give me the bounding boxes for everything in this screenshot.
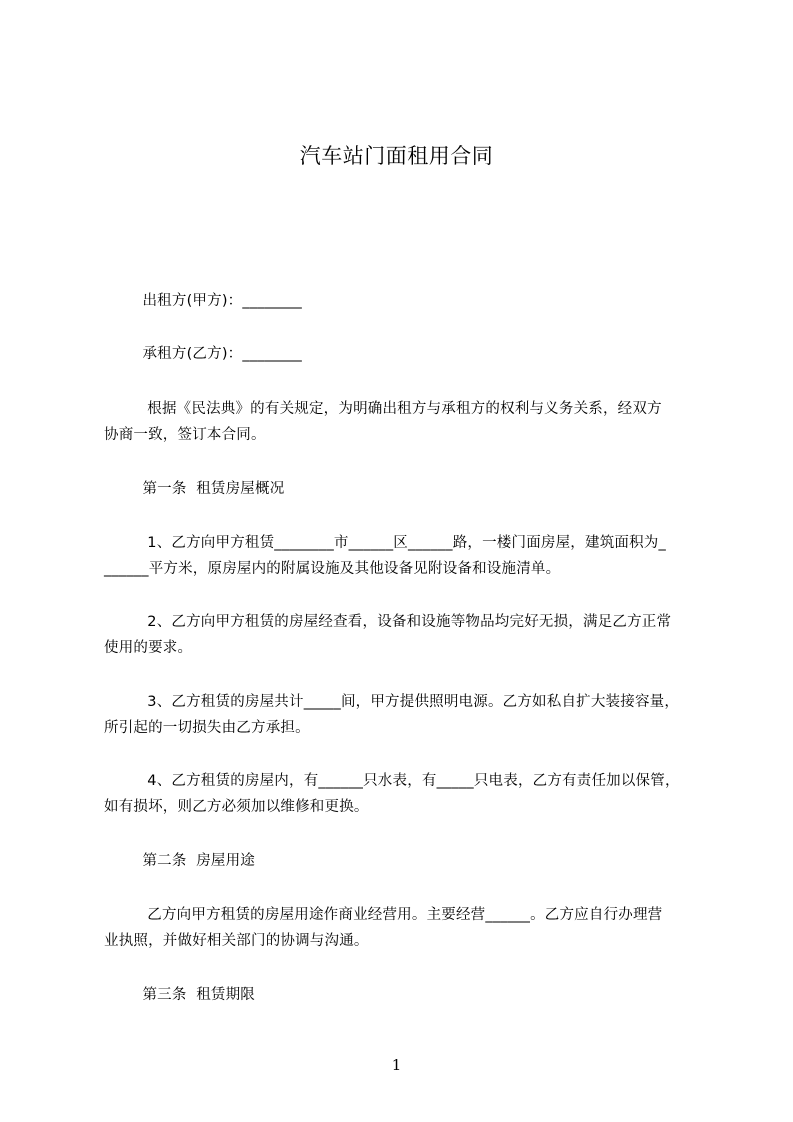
article-2-line-1: 乙方向甲方租赁的房屋用途作商业经营用。主要经营______。乙方应自行办理营 (104, 907, 663, 923)
clause-1-2-line-2: 使用的要求。 (104, 640, 193, 656)
clause-1-4-line-1: 4、乙方租赁的房屋内，有______只水表，有_____只电表，乙方有责任加以保管， (104, 773, 680, 789)
clause-1-1-line-2: ______平方米，原房屋内的附属设施及其他设备见附设备和设施清单。 (104, 561, 561, 577)
page-number: 1 (391, 1056, 402, 1074)
article-2-heading: 第二条 房屋用途 (104, 853, 255, 869)
lessee-line: 承租方(乙方)：________ (104, 346, 302, 362)
clause-1-3-line-2: 所引起的一切损失由乙方承担。 (104, 720, 310, 736)
clause-1-2-line-1: 2、乙方向甲方租赁的房屋经查看，设备和设施等物品均完好无损，满足乙方正常 (104, 614, 672, 630)
article-1-heading: 第一条 租赁房屋概况 (104, 481, 285, 497)
clause-1-3-line-1: 3、乙方租赁的房屋共计_____间，甲方提供照明电源。乙方如私自扩大装接容量， (104, 694, 680, 710)
clause-1-4-line-2: 如有损坏，则乙方必须加以维修和更换。 (104, 799, 369, 815)
article-2-line-2: 业执照，并做好相关部门的协调与沟通。 (104, 933, 369, 949)
clause-1-1-line-1: 1、乙方向甲方租赁________市______区______路，一楼门面房屋，建筑面积为_ (104, 535, 666, 551)
preamble-line-1: 根据《民法典》的有关规定，为明确出租方与承租方的权利与义务关系，经双方 (104, 401, 662, 417)
article-3-heading: 第三条 租赁期限 (104, 987, 255, 1003)
document-title: 汽车站门面租用合同 (299, 144, 494, 168)
preamble-line-2: 协商一致，签订本合同。 (104, 427, 266, 443)
lessor-line: 出租方(甲方)：________ (104, 293, 302, 309)
